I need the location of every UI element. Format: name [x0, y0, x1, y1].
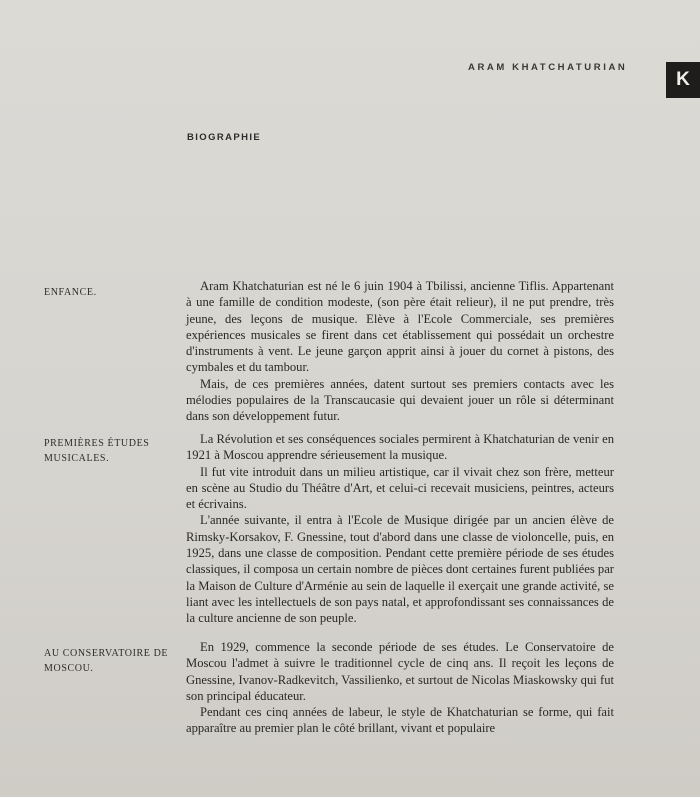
paragraph: Aram Khatchaturian est né le 6 juin 1904 à Tbilissi, ancienne Tiflis. Appartenant à une famille de condition modeste, (son père était relieur), il ne put prendre, très jeune, des leçons de musique. Elève à l'Ecole Commerciale, ses premières expériences musicales se firent dans cet établissement qui possédait un orchestre d'instruments à vent. Le jeune garçon apprit ainsi à jouer du cornet à pistons, des cymbales et du tambour. [186, 279, 614, 375]
paragraph: Mais, de ces premières années, datent surtout ses premiers contacts avec les mélodies populaires de la Transcaucasie qui devaient jouer un rôle si déterminant dans son développement futur. [186, 376, 614, 424]
paragraph: L'année suivante, il entra à l'Ecole de Musique dirigée par un ancien élève de Rimsky-Korsakov, F. Gnessine, tout d'abord dans une classe de violoncelle, puis, en 1925, dans une classe de composition. Pendant cette première période de ses études classiques, il composa un certain nombre de pièces dont certaines furent publiées par la Maison de Culture d'Arménie au sein de laquelle il exerçait une grande activité, se liant avec les intellectuels de son pays natal, et approfondissant ses connaissances de la culture ancienne de son peuple. [186, 513, 614, 626]
paragraph: La Révolution et ses conséquences sociales permirent à Khatchaturian de venir en 1921 à Moscou apprendre sérieusement la musique. [186, 432, 614, 463]
paragraph: Pendant ces cinq années de labeur, le style de Khatchaturian se forme, qui fait apparaître au premier plan le côté brillant, vivant et populaire [186, 705, 614, 736]
paragraph: Il fut vite introduit dans un milieu artistique, car il vivait chez son frère, metteur en scène au Studio du Théâtre d'Art, et celui-ci recevait musiciens, peintres, acteurs et écrivains. [186, 464, 614, 512]
body-section-enfance [186, 278, 614, 425]
letter-index-tab: K [666, 62, 700, 98]
section-title: BIOGRAPHIE [187, 132, 262, 143]
body-section-conservatoire [186, 639, 614, 737]
paragraph: En 1929, commence la seconde période de ses études. Le Conservatoire de Moscou l'admet à suivre le traditionnel cycle de cinq ans. Il reçoit les leçons de Gnessine, Ivanov-Radkevitch, Vassilienko, et surtout de Nicolas Miaskowsky qui fut son principal éducateur. [186, 640, 614, 703]
running-head: ARAM KHATCHATURIAN [468, 62, 628, 73]
margin-label-premieres-etudes: PREMIÈRES ÉTUDES MUSICALES. [44, 438, 150, 464]
margin-label-conservatoire: AU CONSERVATOIRE DE MOSCOU. [44, 648, 169, 674]
body-section-premieres-etudes [186, 431, 614, 627]
margin-label-enfance: ENFANCE. [44, 287, 97, 298]
